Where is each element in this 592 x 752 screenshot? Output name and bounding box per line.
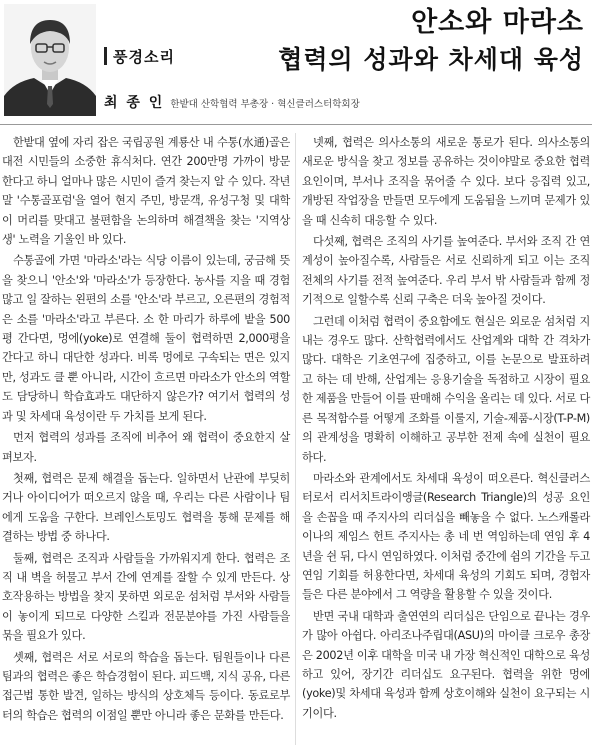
paragraph: 셋째, 협력은 서로 서로의 학습을 돕는다. 팀원들이나 다른 팀과의 협력은 좋은 학습경험이 된다. 피드백, 지식 공유, 다른 접근법 통한 발견, 일하는 방식의 상호체득 등이다. 동료로부터의 학습은 협력의 이점일 뿐만 아니라 좋은 문화를 만든다. (2, 650, 290, 722)
paragraph: 한밭대 옆에 자리 잡은 국립공원 계룡산 내 수통(水通)골은 대전 시민들의 소중한 휴식처다. 연간 200만명 가까이 방문한다고 하니 얼마나 많은 시민이 즐겨 찾는지 알 수 있다. 작년 말 '수통골포럼'을 열어 현지 주민, 방문객, 유성구청 및 대학이 머리를 맞대고 불편함을 논의하며 해결책을 찾는 '지역상생' 노력을 기울인 바 있다. (2, 136, 290, 247)
column-tag-bar (104, 47, 107, 65)
column-name: 풍경소리 (113, 47, 175, 66)
paragraph: 마라소와 관계에서도 차세대 육성이 떠오른다. 혁신클러스터로서 리서치트라이앵글(Research Triangle)의 성공 요인을 손꼽을 때 주지사의 리더십을 빼놓을 수 없다. 노스캐롤라이나의 제임스 헌트 주지사는 총 네 번 역임하는데 연임 후 4년을 쉰 뒤, 다시 연임하였다. 이처럼 중간에 쉼의 기간을 두고 연임 기회를 허용한다면, 차세대 육성의 기회도 되며, 경험자들은 다른 분야에서 그 역량을 활용할 수 있을 것이다. (302, 471, 590, 602)
article-header (0, 0, 592, 124)
author-portrait-photo (4, 4, 96, 116)
author-portrait-icon (4, 4, 96, 116)
column-divider (295, 133, 296, 745)
paragraph: 수통골에 가면 '마라소'라는 식당 이름이 있는데, 궁금해 뜻을 찾으니 '안소'와 '마라소'가 등장한다. 농사를 지을 때 경험 많고 일 잘하는 왼편의 소를 '안소'라 부르고, 오른편의 경험적은 소를 '마라소'라고 부른다. 소 한 마리가 하루에 밭을 500평 간다면, 멍에(yoke)로 연결해 둘이 협력하면 2,000평을 간다고 하니 대단한 성과다. 비록 멍에로 구속되는 면은 있지만, 성과도 클 뿐 아니라, 시간이 흐르면 마라소가 안소의 역할도 담당하니 학습효과도 대단하지 않은가? 여기서 협력의 성과 및 차세대 육성이란 두 가치를 보게 된다. (2, 254, 290, 423)
article-column-left (2, 133, 290, 727)
headline-line-2: 협력의 성과와 차세대 육성 (278, 45, 584, 74)
headline-line-1: 안소와 마라소 (411, 7, 584, 38)
paragraph: 먼저 협력의 성과를 조직에 비추어 왜 협력이 중요한지 살펴보자. (2, 431, 290, 464)
byline (104, 92, 360, 112)
paragraph: 둘째, 협력은 조직과 사람들을 가까워지게 한다. 협력은 조직 내 벽을 허물고 부서 간에 연계를 잘할 수 있게 만든다. 상호작용하는 방법을 찾지 못하면 외로운 섬처럼 부서와 사람들이 놓이게 되므로 다양한 스킬과 전문분야를 가진 사람들을 묶을 필요가 있다. (2, 551, 290, 643)
header-divider (0, 124, 592, 125)
paragraph: 반면 국내 대학과 출연연의 리더십은 단임으로 끝나는 경우가 많아 아쉽다. 아리조나주립대(ASU)의 마이클 크로우 총장은 2002년 이후 대학을 미국 내 가장 혁신적인 대학으로 육성하고 있어, 장기간 리더십도 요구된다. 협력을 위한 멍에(yoke)및 차세대 육성과 함께 상호이해와 실천이 요구되는 시기이다. (302, 609, 590, 720)
author-affiliation: 한밭대 산학협력 부총장 · 혁신클러스터학회장 (170, 99, 360, 110)
paragraph: 다섯째, 협력은 조직의 사기를 높여준다. 부서와 조직 간 연계성이 높아질수록, 사람들은 서로 신뢰하게 되고 이는 조직 전체의 사기를 전적 높여준다. 우리 부서 밖 사람들과 함께 정기적으로 일할수록 신뢰 구축은 더욱 높아질 것이다. (302, 235, 590, 307)
paragraph: 그런데 이처럼 협력이 중요함에도 현실은 외로운 섬처럼 지내는 경우도 많다. 산학협력에서도 산업계와 대학 간 격차가 많다. 대학은 기초연구에 집중하고, 이를 논문으로 발표하려고 하는 데 반해, 산업계는 응용기술을 독점하고 시장이 필요한 제품을 만들어 이를 판매해 수익을 올리는 데 있다. 서로 다른 목적함수를 어떻게 조화를 이룰지, 기술-제품-시장(T-P-M)의 관계성을 명확히 이해하고 공부한 전제 속에 실천이 필요하다. (302, 314, 590, 464)
column-tag (104, 44, 175, 68)
paragraph: 첫째, 협력은 문제 해결을 돕는다. 일하면서 난관에 부딪히거나 아이디어가 떠오르지 않을 때, 우리는 다른 사람이나 팀에게 도움을 구한다. 브레인스토밍도 협력을 통해 문제를 해결하는 방법 중 하나다. (2, 471, 290, 544)
author-name: 최 종 인 (104, 95, 165, 111)
paragraph: 넷째, 협력은 의사소통의 새로운 통로가 된다. 의사소통의 새로운 방식을 찾고 정보를 공유하는 것이야말로 중요한 협력 요인이며, 부서나 조직을 묶어줄 수 있다. 보다 응집력 있고, 개방된 작업장을 만들면 모두에게 도움됨을 느끼며 문제가 있을 때 신속히 대응할 수 있다. (302, 136, 590, 227)
article-column-right (302, 133, 590, 725)
